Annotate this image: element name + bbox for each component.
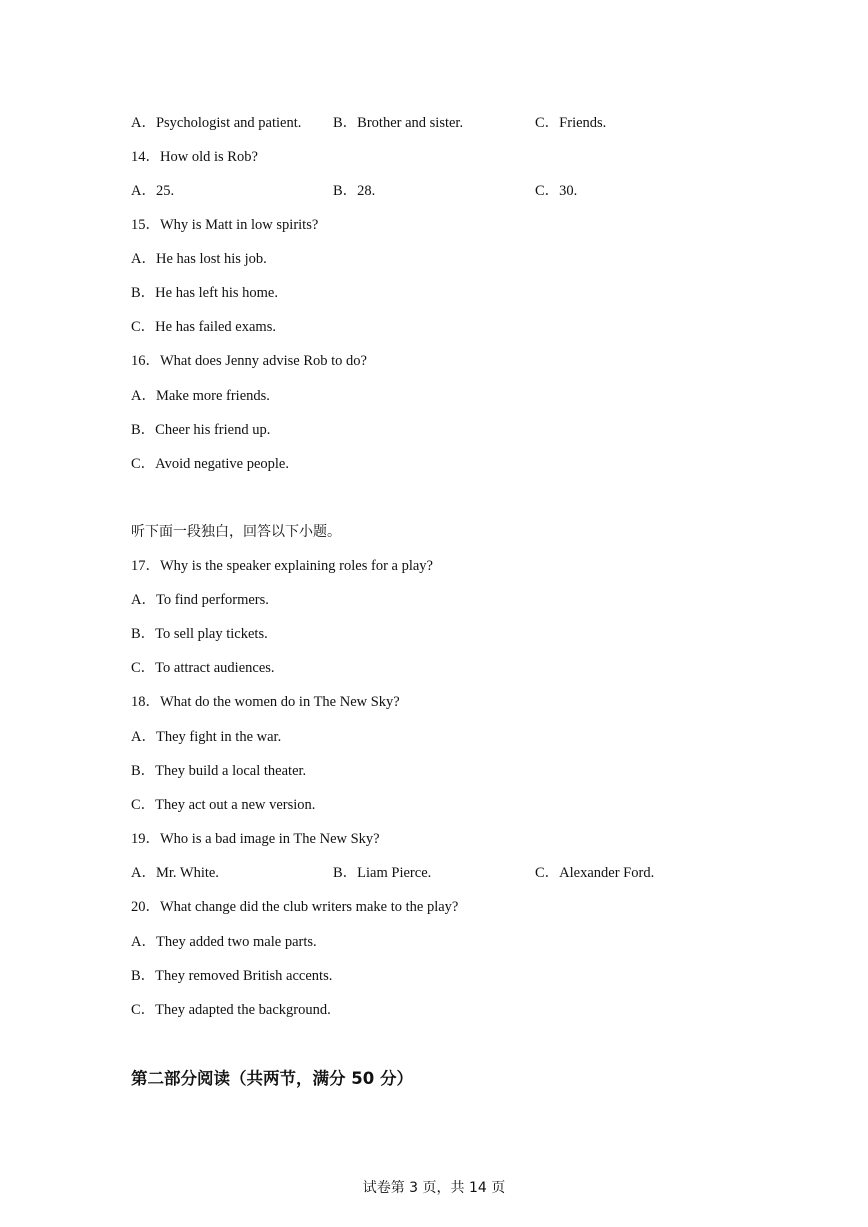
q18-option-b: B．They build a local theater. (131, 763, 307, 779)
q15-option-c: C．He has failed exams. (131, 319, 276, 335)
q13-option-a: A．Psychologist and patient. (131, 115, 302, 131)
q18-option-c: C．They act out a new version. (131, 797, 316, 813)
q17-option-a: A．To find performers. (131, 592, 269, 608)
q14-option-b: B．28. (333, 183, 376, 199)
q20-stem: 20．What change did the club writers make to the play? (131, 899, 459, 915)
q20-option-b: B．They removed British accents. (131, 968, 333, 984)
q15-option-b: B．He has left his home. (131, 285, 278, 301)
q18-option-a: A．They fight in the war. (131, 729, 282, 745)
q14-option-c: C．30. (535, 183, 578, 199)
q16-stem: 16．What does Jenny advise Rob to do? (131, 353, 367, 369)
q19-stem: 19．Who is a bad image in The New Sky? (131, 831, 380, 847)
q16-option-c: C．Avoid negative people. (131, 456, 289, 472)
q19-options (131, 863, 751, 883)
q19-option-c: C．Alexander Ford. (535, 865, 655, 881)
q16-option-b: B．Cheer his friend up. (131, 422, 271, 438)
q17-stem: 17．Why is the speaker explaining roles for a play? (131, 558, 433, 574)
q16-option-a: A．Make more friends. (131, 388, 270, 404)
q14-options (131, 181, 751, 201)
q19-option-b: B．Liam Pierce. (333, 865, 432, 881)
q13-options (131, 113, 751, 133)
q19-option-a: A．Mr. White. (131, 865, 219, 881)
listening-intro: 听下面一段独白，回答以下小题。 (131, 524, 341, 540)
section-heading: 第二部分阅读（共两节，满分 50 分） (131, 1069, 413, 1088)
q14-option-a: A．25. (131, 183, 175, 199)
page-footer: 试卷第 3 页，共 14 页 (362, 1180, 506, 1196)
q13-option-b: B．Brother and sister. (333, 115, 464, 131)
q15-option-a: A．He has lost his job. (131, 251, 267, 267)
q17-option-b: B．To sell play tickets. (131, 626, 268, 642)
q13-option-c: C．Friends. (535, 115, 607, 131)
q18-stem: 18．What do the women do in The New Sky? (131, 694, 400, 710)
q20-option-c: C．They adapted the background. (131, 1002, 331, 1018)
q14-stem: 14．How old is Rob? (131, 149, 258, 165)
q15-stem: 15．Why is Matt in low spirits? (131, 217, 319, 233)
q17-option-c: C．To attract audiences. (131, 660, 275, 676)
q20-option-a: A．They added two male parts. (131, 934, 317, 950)
